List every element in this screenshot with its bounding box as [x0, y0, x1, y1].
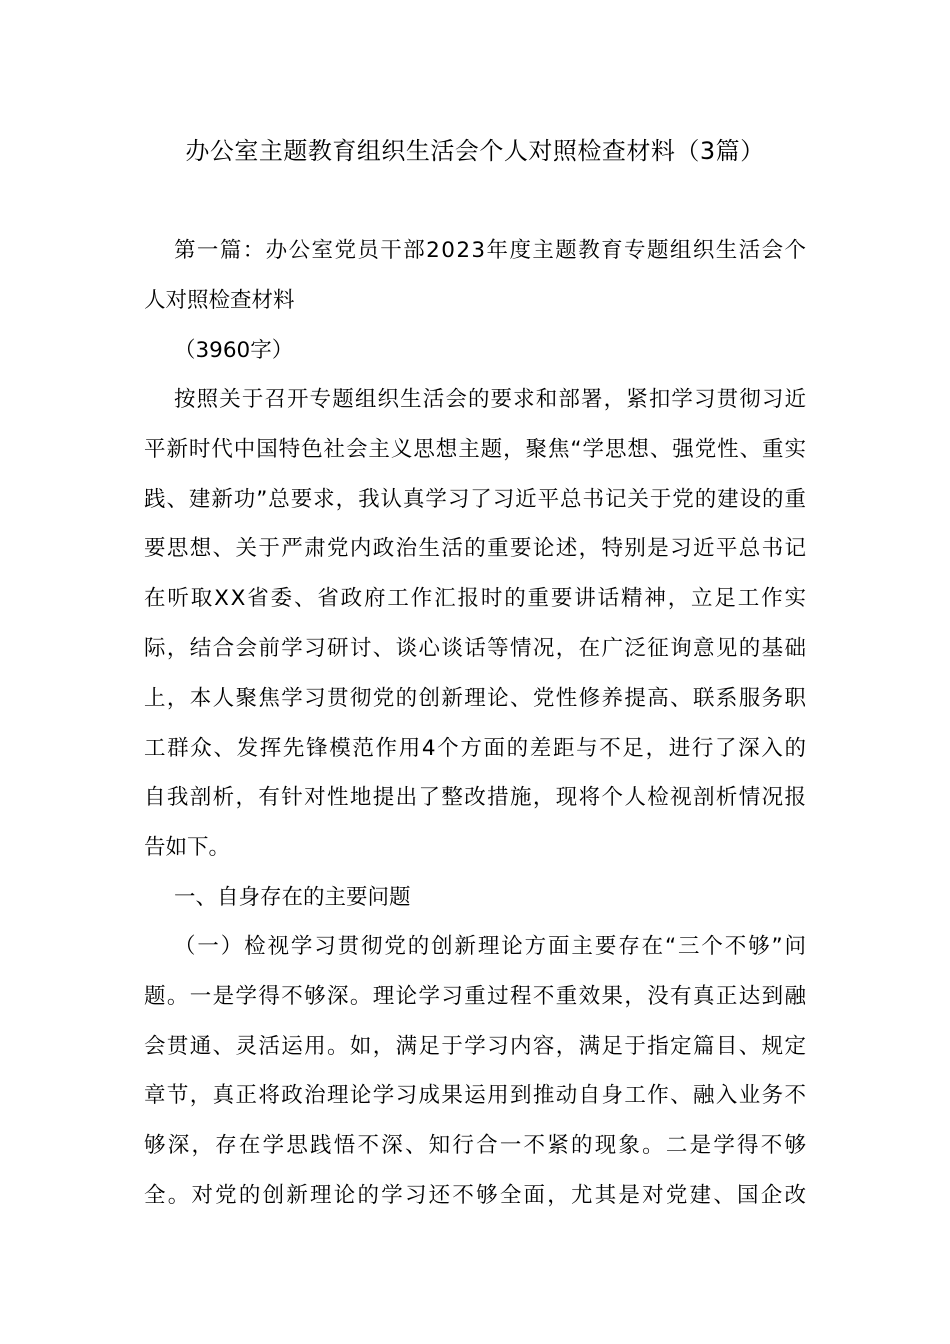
- paragraph-line: 在听取XX省委、省政府工作汇报时的重要讲话精神，立足工作实: [144, 586, 808, 612]
- sub-paragraph: [144, 922, 809, 1221]
- paragraph-line: 题。一是学得不够深。理论学习重过程不重效果，没有真正达到融: [144, 983, 808, 1009]
- word-count: [144, 326, 806, 376]
- paragraph-line: 工群众、发挥先锋模范作用4个方面的差距与不足，进行了深入的: [144, 735, 808, 761]
- document-title: 办公室主题教育组织生活会个人对照检查材料（3篇）: [185, 137, 765, 165]
- paragraph-line: 上，本人聚焦学习贯彻党的创新理论、党性修养提高、联系服务职: [144, 685, 808, 711]
- paragraph-line: 够深，存在学思践悟不深、知行合一不紧的现象。二是学得不够: [144, 1133, 809, 1159]
- paragraph-line: （一）检视学习贯彻党的创新理论方面主要存在“三个不够”问: [174, 934, 808, 959]
- heading-main-problems: [144, 873, 806, 923]
- paragraph-line: 要思想、关于严肃党内政治生活的重要论述，特别是习近平总书记: [144, 536, 808, 562]
- section-heading-line: 第一篇：办公室党员干部2023年度主题教育专题组织生活会个: [174, 238, 808, 263]
- paragraph-line: 践、建新功”总要求，我认真学习了习近平总书记关于党的建设的重: [144, 486, 807, 512]
- section-heading-line: 人对照检查材料: [144, 287, 295, 313]
- paragraph-line: 按照关于召开专题组织生活会的要求和部署，紧扣学习贯彻习近: [174, 387, 808, 412]
- paragraph-line: 自我剖析，有针对性地提出了整改措施，现将个人检视剖析情况报: [144, 785, 808, 811]
- paragraph-line: 平新时代中国特色社会主义思想主题，聚焦“学思想、强党性、重实: [144, 436, 807, 462]
- intro-paragraph: [144, 375, 806, 873]
- section-heading: [144, 226, 806, 326]
- word-count-text: （3960字）: [174, 338, 294, 363]
- paragraph-line: 际，结合会前学习研讨、谈心谈话等情况，在广泛征询意见的基础: [144, 635, 808, 661]
- paragraph-line: 会贯通、灵活运用。如，满足于学习内容，满足于指定篇目、规定: [144, 1033, 808, 1059]
- paragraph-line: 章节，真正将政治理论学习成果运用到推动自身工作、融入业务不: [144, 1083, 808, 1109]
- heading-text: 一、自身存在的主要问题: [174, 885, 411, 910]
- paragraph-line: 告如下。: [144, 835, 231, 861]
- paragraph-line: 全。对党的创新理论的学习还不够全面，尤其是对党建、国企改: [144, 1182, 809, 1208]
